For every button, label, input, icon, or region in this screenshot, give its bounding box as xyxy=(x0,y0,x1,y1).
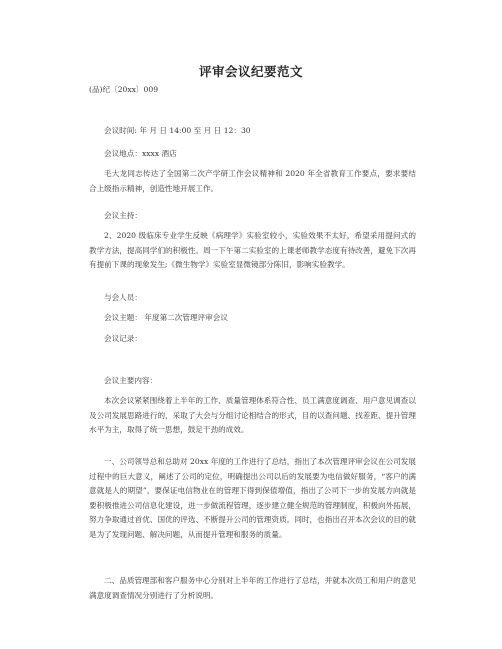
item-2-paragraph: 2、2020 级临床专业学生反映《病理学》实验室较小，实验效果不太好，希望采用提问式的教学方法，提高同学们的积极性。周一下午第二实验室的上课老师教学态度有待改善，避免下次再有提前下课的现象发生;《微生物学》实验室显微镜部分陈旧，影响实验教学。 xyxy=(89,231,416,270)
meeting-time: 会议时间: 年 月 日 14:00 至 月 日 12：30 xyxy=(104,126,251,135)
attendees-label: 与会人员： xyxy=(104,293,142,302)
meeting-place: 会议地点：xxxx 酒店 xyxy=(104,149,177,158)
doc-number: (品)纪〔20xx〕009 xyxy=(89,85,159,94)
main-content-label: 会议主要内容： xyxy=(104,376,158,385)
document-title: 评审会议纪要范文 xyxy=(198,64,303,79)
meeting-topic: 会议主题： 年度第二次管理评审会议 xyxy=(104,313,228,322)
point-1-paragraph: 一、公司领导总和总助对 20xx 年度的工作进行了总结，指出了本次管理评审会议在公司发展过程中的巨大意义，阐述了公司的定位，明确提出公司以后的发展要为电信做好服务，“客户的满意就是人的期望”，要保证电信物业在的管理下得到保值增值，指出了公司下一步的发展方向就是要积极推进公司信息化建设，进一步做流程管理，逐步建立健全规范的管理制度，积极向外拓展，努力争取通过首优、国优的评选、不断提升公司的管理资质。同时，也指出召开本次会议的目的就是为了发现问题、解决问题，从而提升管理和服务的质量。 xyxy=(89,457,416,539)
record-label: 会议记录： xyxy=(104,334,142,343)
summary-paragraph: 本次会议紧紧围绕着上半年的工作、质量管理体系符合性、员工满意度调查、用户意见调查以及公司发展思路进行的，采取了大会与分组讨论相结合的形式，目的以查问题、找差距、提升管理水平为主，取得了统一思想，鼓足干劲的成效。 xyxy=(89,396,416,435)
point-2-paragraph: 二、品质管理部和客户服务中心分别对上半年的工作进行了总结，并就本次员工和用户的意见满意度调查情况分别进行了分析说明。 xyxy=(89,576,416,600)
host-label: 会议主持： xyxy=(104,211,142,220)
intro-paragraph: 毛大龙同志传达了全国第二次产学研工作会议精神和 2020 年全省教育工作要点，要求要结合上级指示精神，创造性地开展工作。 xyxy=(89,169,416,193)
